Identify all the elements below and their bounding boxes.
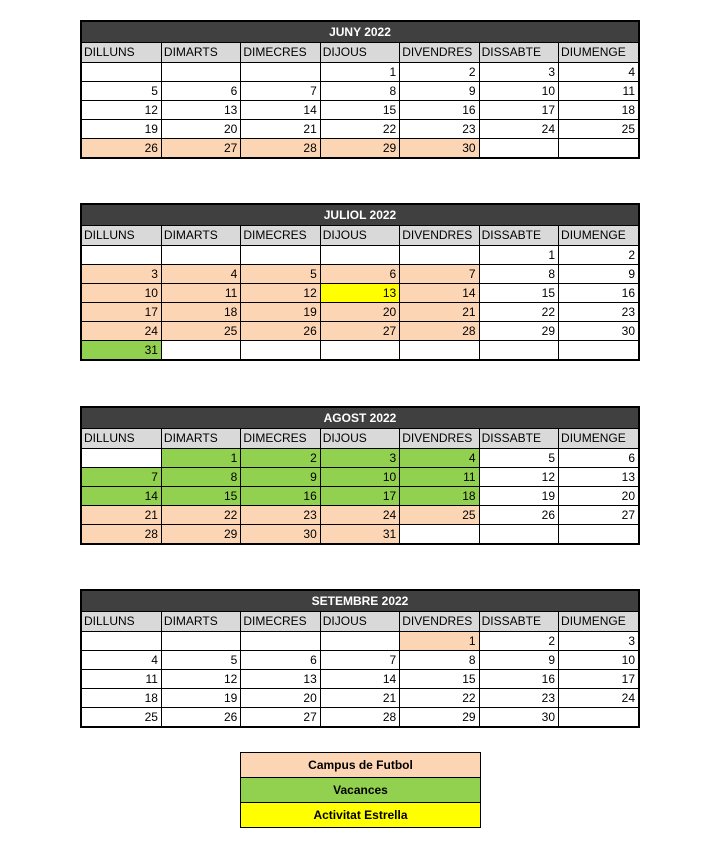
day-cell (320, 245, 399, 264)
day-cell: 7 (241, 81, 320, 100)
day-cell: 17 (559, 669, 638, 688)
week-row (82, 62, 638, 81)
weekday-header-row (82, 43, 638, 62)
day-cell (320, 340, 399, 359)
month-grid (82, 429, 638, 543)
day-cell: 29 (400, 707, 479, 726)
month-calendar (80, 203, 640, 361)
month-calendar (80, 406, 640, 545)
day-cell: 1 (161, 448, 240, 467)
day-cell: 15 (479, 283, 558, 302)
day-cell: 25 (400, 505, 479, 524)
day-cell: 19 (161, 688, 240, 707)
day-cell: 7 (400, 264, 479, 283)
day-cell (161, 62, 240, 81)
day-cell: 20 (161, 119, 240, 138)
day-cell: 8 (320, 81, 399, 100)
day-cell: 30 (559, 321, 638, 340)
day-cell (161, 340, 240, 359)
weekday-header: DIUMENGE (559, 429, 638, 448)
month-grid (82, 612, 638, 726)
weekday-header: DISSABTE (479, 429, 558, 448)
day-cell: 16 (559, 283, 638, 302)
day-cell: 12 (241, 283, 320, 302)
day-cell: 10 (479, 81, 558, 100)
day-cell: 3 (559, 631, 638, 650)
month-grid (82, 226, 638, 359)
day-cell: 30 (241, 524, 320, 543)
day-cell: 13 (241, 669, 320, 688)
week-row (82, 283, 638, 302)
day-cell: 30 (400, 138, 479, 157)
weekday-header: DIMARTS (161, 429, 240, 448)
day-cell (559, 340, 638, 359)
day-cell: 3 (320, 448, 399, 467)
day-cell: 28 (241, 138, 320, 157)
day-cell: 28 (320, 707, 399, 726)
legend-activitat-estrella: Activitat Estrella (241, 803, 480, 827)
day-cell (400, 245, 479, 264)
weekday-header: DIVENDRES (400, 43, 479, 62)
week-row (82, 340, 638, 359)
day-cell: 19 (82, 119, 161, 138)
week-row (82, 138, 638, 157)
day-cell (161, 631, 240, 650)
week-row (82, 81, 638, 100)
week-row (82, 467, 638, 486)
day-cell: 1 (320, 62, 399, 81)
weekday-header-row (82, 226, 638, 245)
day-cell: 7 (320, 650, 399, 669)
day-cell (82, 62, 161, 81)
month-grid (82, 43, 638, 157)
weekday-header: DIMARTS (161, 226, 240, 245)
day-cell: 16 (479, 669, 558, 688)
day-cell (400, 340, 479, 359)
weekday-header: DIVENDRES (400, 429, 479, 448)
week-row (82, 688, 638, 707)
day-cell: 1 (400, 631, 479, 650)
day-cell: 22 (400, 688, 479, 707)
weekday-header-row (82, 429, 638, 448)
day-cell: 23 (400, 119, 479, 138)
day-cell: 16 (400, 100, 479, 119)
month-title: SETEMBRE 2022 (82, 591, 638, 612)
weekday-header: DIJOUS (320, 43, 399, 62)
month-title: JULIOL 2022 (82, 205, 638, 226)
weekday-header: DISSABTE (479, 43, 558, 62)
day-cell: 12 (479, 467, 558, 486)
day-cell: 31 (82, 340, 161, 359)
weekday-header: DILLUNS (82, 612, 161, 631)
day-cell: 24 (320, 505, 399, 524)
day-cell: 14 (320, 669, 399, 688)
day-cell (82, 245, 161, 264)
day-cell: 10 (82, 283, 161, 302)
day-cell: 11 (82, 669, 161, 688)
day-cell: 21 (320, 688, 399, 707)
day-cell: 29 (320, 138, 399, 157)
day-cell: 4 (161, 264, 240, 283)
day-cell (241, 62, 320, 81)
weekday-header: DISSABTE (479, 612, 558, 631)
weekday-header: DIJOUS (320, 429, 399, 448)
weekday-header: DIMECRES (241, 429, 320, 448)
day-cell: 27 (559, 505, 638, 524)
day-cell: 15 (400, 669, 479, 688)
day-cell: 5 (82, 81, 161, 100)
day-cell: 18 (161, 302, 240, 321)
week-row (82, 631, 638, 650)
day-cell (82, 448, 161, 467)
day-cell: 31 (320, 524, 399, 543)
week-row (82, 264, 638, 283)
day-cell (479, 138, 558, 157)
day-cell: 19 (241, 302, 320, 321)
weekday-header: DIUMENGE (559, 226, 638, 245)
day-cell: 27 (161, 138, 240, 157)
day-cell: 20 (320, 302, 399, 321)
week-row (82, 245, 638, 264)
day-cell: 26 (161, 707, 240, 726)
day-cell: 21 (82, 505, 161, 524)
day-cell: 6 (320, 264, 399, 283)
day-cell (241, 245, 320, 264)
day-cell: 5 (241, 264, 320, 283)
day-cell: 24 (479, 119, 558, 138)
day-cell: 19 (479, 486, 558, 505)
day-cell: 24 (82, 321, 161, 340)
day-cell: 3 (82, 264, 161, 283)
week-row (82, 524, 638, 543)
day-cell: 4 (400, 448, 479, 467)
day-cell: 27 (320, 321, 399, 340)
day-cell (241, 340, 320, 359)
day-cell: 22 (161, 505, 240, 524)
week-row (82, 650, 638, 669)
month-title: JUNY 2022 (82, 22, 638, 43)
day-cell: 13 (559, 467, 638, 486)
day-cell: 14 (241, 100, 320, 119)
day-cell: 26 (82, 138, 161, 157)
weekday-header: DIVENDRES (400, 612, 479, 631)
weekday-header: DIMECRES (241, 226, 320, 245)
day-cell: 7 (82, 467, 161, 486)
day-cell (241, 631, 320, 650)
weekday-header: DIJOUS (320, 226, 399, 245)
day-cell: 14 (400, 283, 479, 302)
day-cell: 28 (82, 524, 161, 543)
day-cell: 5 (479, 448, 558, 467)
day-cell: 6 (161, 81, 240, 100)
day-cell: 3 (479, 62, 558, 81)
weekday-header: DIMECRES (241, 43, 320, 62)
week-row (82, 302, 638, 321)
legend-vacances: Vacances (241, 778, 480, 803)
day-cell: 25 (559, 119, 638, 138)
day-cell: 25 (161, 321, 240, 340)
day-cell: 11 (559, 81, 638, 100)
weekday-header: DILLUNS (82, 226, 161, 245)
day-cell: 23 (241, 505, 320, 524)
day-cell: 18 (82, 688, 161, 707)
day-cell: 12 (82, 100, 161, 119)
week-row (82, 448, 638, 467)
week-row (82, 707, 638, 726)
day-cell: 16 (241, 486, 320, 505)
month-calendar (80, 589, 640, 728)
day-cell: 28 (400, 321, 479, 340)
day-cell: 29 (479, 321, 558, 340)
day-cell (559, 524, 638, 543)
day-cell (400, 524, 479, 543)
weekday-header: DIMECRES (241, 612, 320, 631)
day-cell: 8 (161, 467, 240, 486)
legend-campus: Campus de Futbol (241, 753, 480, 778)
day-cell (320, 631, 399, 650)
weekday-header-row (82, 612, 638, 631)
weekday-header: DIUMENGE (559, 43, 638, 62)
day-cell: 24 (559, 688, 638, 707)
day-cell: 5 (161, 650, 240, 669)
week-row (82, 321, 638, 340)
day-cell: 2 (559, 245, 638, 264)
week-row (82, 119, 638, 138)
day-cell: 15 (320, 100, 399, 119)
day-cell: 9 (400, 81, 479, 100)
day-cell: 1 (479, 245, 558, 264)
day-cell: 20 (241, 688, 320, 707)
day-cell: 6 (559, 448, 638, 467)
month-title: AGOST 2022 (82, 408, 638, 429)
weekday-header: DILLUNS (82, 43, 161, 62)
day-cell: 21 (241, 119, 320, 138)
day-cell: 14 (82, 486, 161, 505)
weekday-header: DISSABTE (479, 226, 558, 245)
week-row (82, 505, 638, 524)
day-cell: 20 (559, 486, 638, 505)
day-cell: 15 (161, 486, 240, 505)
day-cell (479, 524, 558, 543)
day-cell (559, 138, 638, 157)
day-cell: 11 (400, 467, 479, 486)
day-cell: 8 (479, 264, 558, 283)
weekday-header: DIJOUS (320, 612, 399, 631)
day-cell: 18 (400, 486, 479, 505)
weekday-header: DIMARTS (161, 43, 240, 62)
week-row (82, 100, 638, 119)
day-cell: 17 (479, 100, 558, 119)
legend (240, 752, 481, 828)
weekday-header: DILLUNS (82, 429, 161, 448)
day-cell (559, 707, 638, 726)
day-cell: 9 (559, 264, 638, 283)
day-cell: 2 (400, 62, 479, 81)
day-cell: 2 (241, 448, 320, 467)
day-cell: 18 (559, 100, 638, 119)
day-cell: 6 (241, 650, 320, 669)
day-cell: 30 (479, 707, 558, 726)
day-cell: 25 (82, 707, 161, 726)
month-calendar (80, 20, 640, 159)
week-row (82, 486, 638, 505)
day-cell: 21 (400, 302, 479, 321)
day-cell: 13 (320, 283, 399, 302)
day-cell (161, 245, 240, 264)
weekday-header: DIMARTS (161, 612, 240, 631)
week-row (82, 669, 638, 688)
day-cell: 17 (82, 302, 161, 321)
day-cell: 23 (559, 302, 638, 321)
weekday-header: DIUMENGE (559, 612, 638, 631)
day-cell: 23 (479, 688, 558, 707)
day-cell: 12 (161, 669, 240, 688)
day-cell: 26 (479, 505, 558, 524)
day-cell: 22 (320, 119, 399, 138)
day-cell: 22 (479, 302, 558, 321)
day-cell: 9 (241, 467, 320, 486)
day-cell: 27 (241, 707, 320, 726)
day-cell: 9 (479, 650, 558, 669)
day-cell: 26 (241, 321, 320, 340)
weekday-header: DIVENDRES (400, 226, 479, 245)
day-cell: 4 (559, 62, 638, 81)
day-cell: 10 (320, 467, 399, 486)
day-cell: 11 (161, 283, 240, 302)
day-cell: 13 (161, 100, 240, 119)
day-cell: 10 (559, 650, 638, 669)
day-cell: 17 (320, 486, 399, 505)
day-cell (82, 631, 161, 650)
day-cell: 29 (161, 524, 240, 543)
day-cell: 8 (400, 650, 479, 669)
day-cell: 2 (479, 631, 558, 650)
day-cell: 4 (82, 650, 161, 669)
day-cell (479, 340, 558, 359)
